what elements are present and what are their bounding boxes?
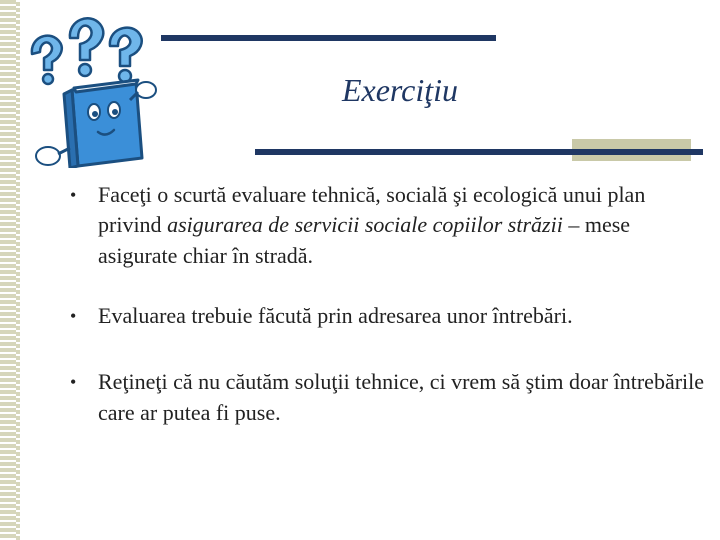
question-book-mascot-icon bbox=[18, 8, 168, 168]
title-rule-top bbox=[161, 35, 496, 41]
bullet-item-1 bbox=[68, 180, 708, 271]
bullet-item-3 bbox=[68, 367, 708, 428]
bullet-1-text-end: – mese asigurate chiar în stradă. bbox=[98, 212, 631, 268]
bullet-1-text-start: Faceţi o scurtă evaluare tehnică, socială şi ecologică unui plan privind bbox=[98, 182, 646, 238]
bullet-marker: • bbox=[70, 306, 77, 327]
bullet-item-2 bbox=[68, 301, 708, 331]
bullet-marker: • bbox=[70, 372, 77, 393]
bullet-marker: • bbox=[70, 185, 77, 205]
title-rule-bottom bbox=[255, 149, 703, 155]
slide-title: Exerciţiu bbox=[341, 72, 459, 108]
bullet-1-emphasis: asigurarea de servicii sociale copiilor străzii bbox=[167, 212, 563, 238]
left-striped-band bbox=[0, 0, 20, 540]
bullet-3-text: Reţineţi că nu căutăm soluţii tehnice, ci vrem să ştim doar întrebările care ar putea fi puse. bbox=[98, 369, 705, 425]
bullet-list bbox=[68, 180, 708, 428]
bullet-2-text: Evaluarea trebuie făcută prin adresarea unor întrebări. bbox=[98, 303, 573, 329]
